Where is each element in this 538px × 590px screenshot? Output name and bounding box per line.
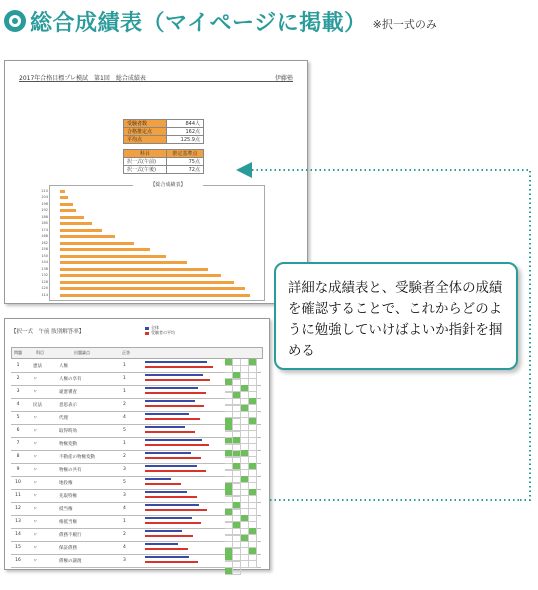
topic-name: 物権の共有 bbox=[59, 468, 82, 473]
correct-answer: 2 bbox=[123, 454, 126, 459]
subject-name: 民法 bbox=[33, 403, 42, 408]
topic-name: 意思表示 bbox=[59, 403, 77, 408]
subject-label: 択一式(午前) bbox=[124, 158, 167, 166]
section-title-note: ※択一式のみ bbox=[372, 18, 437, 31]
subject-name: 〃 bbox=[33, 507, 38, 512]
histogram-score-label: 138 bbox=[41, 266, 48, 271]
callout-box bbox=[274, 262, 518, 370]
correct-answer: 1 bbox=[123, 376, 126, 381]
subject-label: 択一式(午後) bbox=[124, 166, 167, 174]
topic-name: 代理 bbox=[59, 416, 68, 421]
subject-col-header: 科目 bbox=[124, 150, 167, 158]
subject-name: 〃 bbox=[33, 468, 38, 473]
question-number: 8 bbox=[16, 454, 20, 459]
topic-name: 取得時効 bbox=[59, 429, 77, 434]
histogram-score-label: 114 bbox=[41, 292, 48, 297]
topic-name: 物権変動 bbox=[59, 442, 77, 447]
histogram-score-label: 144 bbox=[41, 260, 48, 265]
topic-name: 先取特権 bbox=[59, 494, 77, 499]
question-number: 4 bbox=[16, 402, 20, 407]
histogram-score-label: 150 bbox=[41, 253, 48, 258]
correct-answer: 4 bbox=[123, 415, 126, 420]
question-number: 1 bbox=[16, 363, 20, 368]
col-subject: 科目 bbox=[36, 350, 44, 355]
correct-answer: 4 bbox=[123, 545, 126, 550]
histogram-score-label: 186 bbox=[41, 214, 48, 219]
topic-name: 違憲審査 bbox=[59, 390, 77, 395]
correct-answer: 1 bbox=[123, 519, 126, 524]
histogram-score-label: 126 bbox=[41, 279, 48, 284]
question-number: 7 bbox=[16, 441, 20, 446]
correct-answer: 5 bbox=[123, 480, 126, 485]
histogram-score-label: 210 bbox=[41, 189, 48, 193]
question-number: 13 bbox=[15, 519, 21, 524]
histogram-score-label: 204 bbox=[41, 195, 48, 200]
histogram-score-label: 120 bbox=[41, 286, 48, 291]
correct-answer: 3 bbox=[123, 467, 126, 472]
question-number: 3 bbox=[16, 389, 20, 394]
correct-answer: 2 bbox=[123, 532, 126, 537]
detail-heading: 【択一式 午前 肢別解答率】 bbox=[11, 329, 85, 335]
subject-name: 〃 bbox=[33, 416, 38, 421]
report-heading: 2017年合格目標プレ模試 第1回 総合成績表 bbox=[19, 75, 146, 82]
question-number: 11 bbox=[15, 493, 21, 498]
col-topic: 出題論点 bbox=[74, 350, 90, 355]
histogram-score-label: 198 bbox=[41, 201, 48, 206]
subject-name: 〃 bbox=[33, 390, 38, 395]
topic-name: 債権の譲渡 bbox=[59, 559, 82, 564]
standard-col-header: 推定基準点 bbox=[167, 150, 204, 158]
summary-label: 平均点 bbox=[124, 136, 167, 144]
histogram-score-label: 156 bbox=[41, 247, 48, 252]
subject-name: 〃 bbox=[33, 377, 38, 382]
question-number: 10 bbox=[15, 480, 21, 485]
correct-answer: 4 bbox=[123, 506, 126, 511]
summary-value: 844人 bbox=[167, 120, 204, 128]
question-number: 15 bbox=[15, 545, 21, 550]
subject-name: 〃 bbox=[33, 442, 38, 447]
subject-name: 〃 bbox=[33, 520, 38, 525]
subject-value: 72点 bbox=[167, 166, 204, 174]
subject-name: 〃 bbox=[33, 429, 38, 434]
topic-name: 保証債務 bbox=[59, 546, 77, 551]
question-number: 12 bbox=[15, 506, 21, 511]
summary-label: 合格推定点 bbox=[124, 128, 167, 136]
question-number: 6 bbox=[16, 428, 20, 433]
topic-name: 人権の享有 bbox=[59, 377, 82, 382]
topic-name: 抵当権 bbox=[59, 507, 73, 512]
correct-answer: 2 bbox=[123, 402, 126, 407]
arrow-left-icon bbox=[236, 162, 252, 178]
candidate-name: 伊藤塾 bbox=[274, 75, 293, 82]
callout-text: 詳細な成績表と、受験者全体の成績を確認することで、これからどのように勉強していけばよいか指針を掴める bbox=[288, 281, 503, 359]
subject-name: 〃 bbox=[33, 533, 38, 538]
subject-value: 75点 bbox=[167, 158, 204, 166]
question-number: 9 bbox=[16, 467, 20, 472]
topic-name: 人権 bbox=[59, 364, 68, 369]
histogram-score-label: 192 bbox=[41, 208, 48, 213]
subject-name: 〃 bbox=[33, 494, 38, 499]
subject-name: 〃 bbox=[33, 455, 38, 460]
correct-answer: 1 bbox=[123, 441, 126, 446]
correct-answer: 1 bbox=[123, 363, 126, 368]
subject-name: 〃 bbox=[33, 559, 38, 564]
question-number: 5 bbox=[16, 415, 20, 420]
question-number: 14 bbox=[15, 532, 21, 537]
histogram-score-label: 180 bbox=[41, 221, 48, 226]
histogram-title: 【総合成績表】 bbox=[133, 181, 203, 188]
topic-name: 根抵当権 bbox=[59, 520, 77, 525]
histogram-score-label: 168 bbox=[41, 234, 48, 239]
summary-value: 162点 bbox=[167, 128, 204, 136]
section-title-text: 総合成績表（マイページに掲載） bbox=[30, 10, 367, 36]
topic-name: 債務不履行 bbox=[59, 533, 82, 538]
question-number: 2 bbox=[16, 376, 20, 381]
histogram-score-label: 132 bbox=[41, 273, 48, 278]
histogram-score-label: 174 bbox=[41, 227, 48, 232]
correct-answer: 3 bbox=[123, 558, 126, 563]
subject-name: 〃 bbox=[33, 546, 38, 551]
correct-answer: 5 bbox=[123, 428, 126, 433]
question-number: 16 bbox=[15, 558, 21, 563]
correct-answer: 3 bbox=[123, 493, 126, 498]
subject-name: 〃 bbox=[33, 481, 38, 486]
col-count: 正答 bbox=[122, 350, 130, 355]
summary-label: 受験者数 bbox=[124, 120, 167, 128]
histogram-score-label: 162 bbox=[41, 240, 48, 245]
legend-label: 全体 bbox=[151, 325, 159, 330]
subject-name: 憲法 bbox=[33, 364, 42, 369]
topic-name: 地役権 bbox=[59, 481, 73, 486]
legend-label: 受験者の平均 bbox=[151, 330, 175, 335]
col-no: 問題 bbox=[14, 350, 22, 355]
topic-name: 不動産の物権変動 bbox=[59, 455, 95, 460]
summary-value: 125.9点 bbox=[167, 136, 204, 144]
correct-answer: 1 bbox=[123, 389, 126, 394]
